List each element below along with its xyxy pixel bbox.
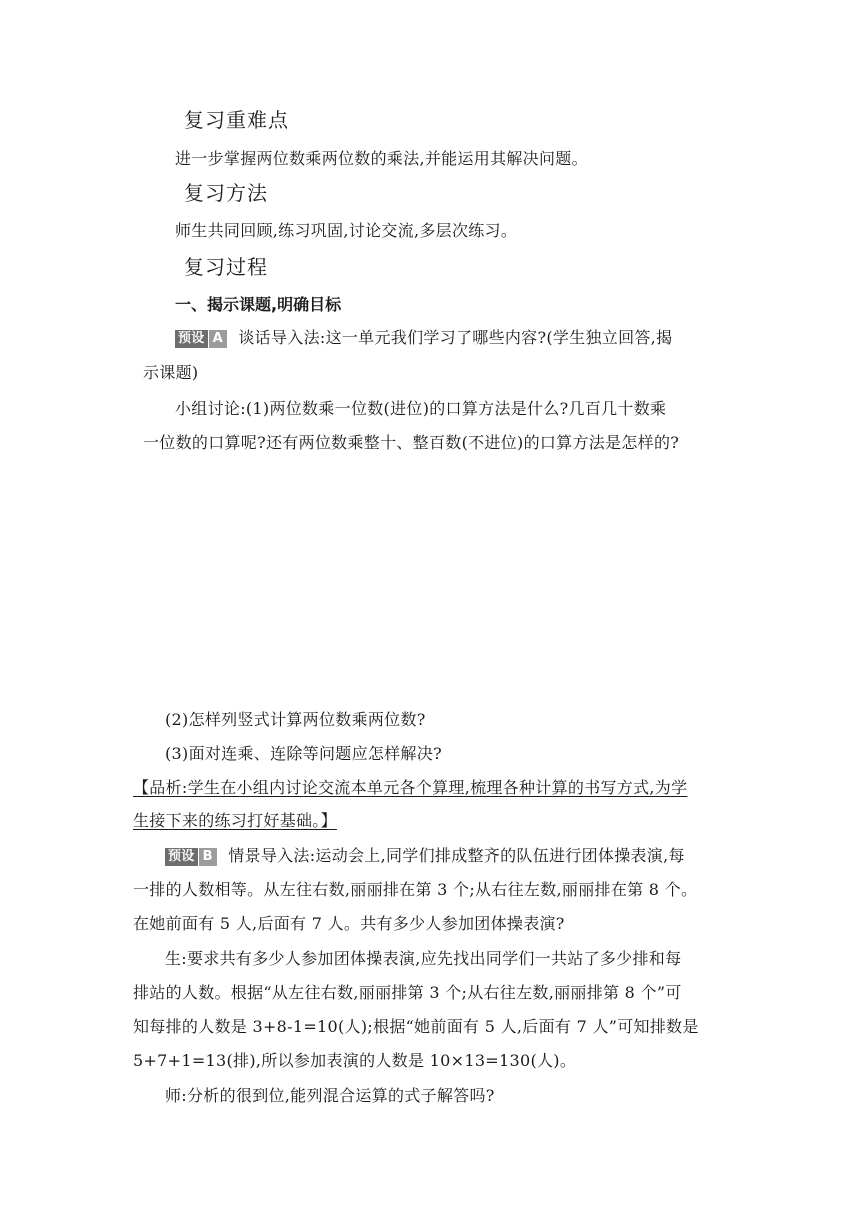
preset-a-text: 谈话导入法:这一单元我们学习了哪些内容?(学生独立回答,揭 bbox=[238, 328, 673, 347]
difficulty-text: 进一步掌握两位数乘两位数的乘法,并能运用其解决问题。 bbox=[175, 149, 588, 168]
preset-b-line1 bbox=[165, 843, 685, 866]
preset-a-line2: 示课题) bbox=[143, 363, 199, 382]
preset-b-text: 情景导入法:运动会上,同学们排成整齐的队伍进行团体操表演,每 bbox=[228, 846, 685, 865]
method-heading: 复习方法 bbox=[184, 181, 268, 205]
part1-title: 一、揭示课题,明确目标 bbox=[175, 295, 342, 314]
discussion-line1: 小组讨论:(1)两位数乘一位数(进位)的口算方法是什么?几百几十数乘 bbox=[175, 399, 667, 418]
discussion-q2: (2)怎样列竖式计算两位数乘两位数? bbox=[165, 710, 426, 729]
preset-badge-word: 预设 bbox=[165, 848, 198, 866]
preset-b-line2: 一排的人数相等。从左往右数,丽丽排在第 3 个;从右往左数,丽丽排在第 8 个。 bbox=[133, 880, 698, 899]
preset-badge-letter: A bbox=[209, 330, 227, 348]
teacher-line1: 师:分析的很到位,能列混合运算的式子解答吗? bbox=[165, 1086, 495, 1105]
student-line1: 生:要求共有多少人参加团体操表演,应先找出同学们一共站了多少排和每 bbox=[165, 949, 682, 968]
preset-badge-letter: B bbox=[199, 848, 217, 866]
preset-b-line3: 在她前面有 5 人,后面有 7 人。共有多少人参加团体操表演? bbox=[133, 914, 565, 933]
difficulty-heading: 复习重难点 bbox=[184, 108, 289, 132]
analysis-line1: 【品析:学生在小组内讨论交流本单元各个算理,梳理各种计算的书写方式,为学 bbox=[133, 778, 688, 797]
preset-a-line1 bbox=[175, 325, 672, 348]
process-heading: 复习过程 bbox=[184, 255, 268, 279]
analysis-line2: 生接下来的练习打好基础。】 bbox=[133, 811, 337, 830]
student-line4: 5+7+1=13(排),所以参加表演的人数是 10×13=130(人)。 bbox=[133, 1051, 577, 1070]
method-text: 师生共同回顾,练习巩固,讨论交流,多层次练习。 bbox=[175, 221, 518, 240]
preset-a-badge bbox=[175, 330, 227, 348]
preset-badge-word: 预设 bbox=[175, 330, 208, 348]
student-line2: 排站的人数。根据“从左往右数,丽丽排第 3 个;从右往左数,丽丽排第 8 个”可 bbox=[133, 983, 682, 1002]
student-line3: 知每排的人数是 3+8-1=10(人);根据“她前面有 5 人,后面有 7 人”可知排数是 bbox=[133, 1017, 699, 1036]
discussion-q3: (3)面对连乘、连除等问题应怎样解决? bbox=[165, 744, 442, 763]
discussion-line2: 一位数的口算呢?还有两位数乘整十、整百数(不进位)的口算方法是怎样的? bbox=[143, 433, 680, 452]
preset-b-badge bbox=[165, 848, 217, 866]
